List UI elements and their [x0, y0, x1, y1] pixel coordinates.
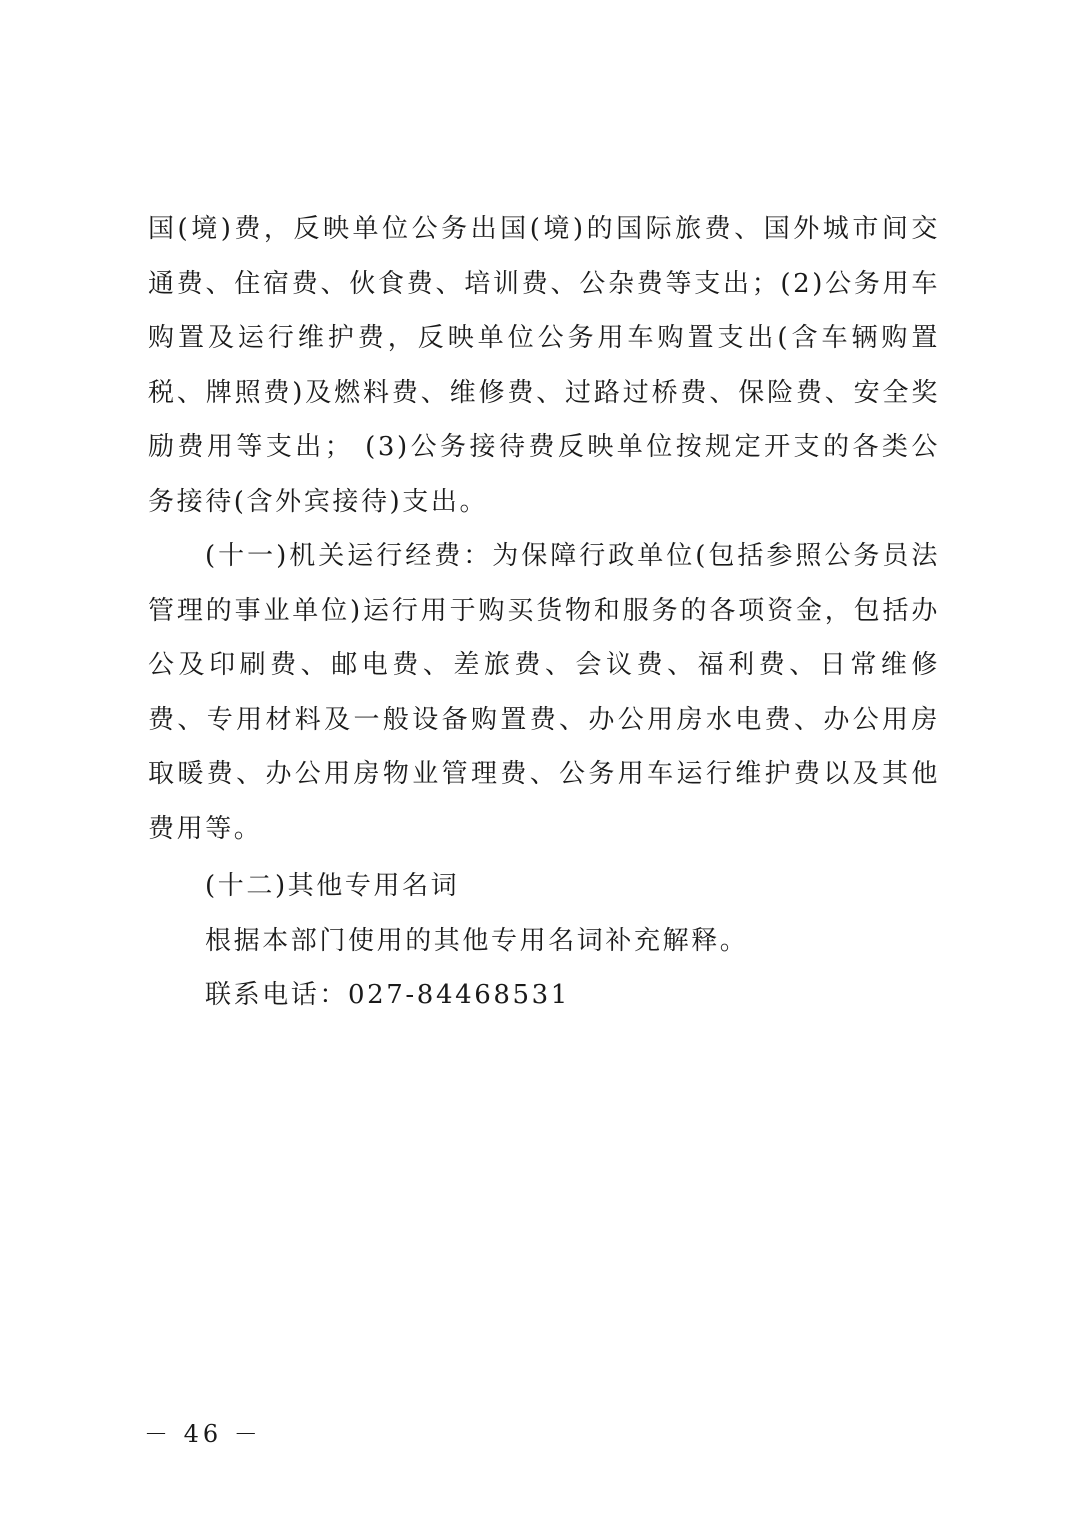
document-body [148, 202, 940, 1023]
page-number: － 46 － [144, 1420, 262, 1448]
paragraph-operating-funds: (十一)机关运行经费：为保障行政单位(包括参照公务员法管理的事业单位)运行用于购买货物和服务的各项资金，包括办公及印刷费、邮电费、差旅费、会议费、福利费、日常维修费、专用材料及一般设备购置费、办公用房水电费、办公用房取暖费、办公用房物业管理费、公务用车运行维护费以及其他费用等。 [148, 541, 940, 844]
paragraph-other-terms: 根据本部门使用的其他专用名词补充解释。 [205, 925, 749, 956]
paragraph-expense-categories: 国(境)费，反映单位公务出国(境)的国际旅费、国外城市间交通费、住宿费、伙食费、培训费、公杂费等支出；(2)公务用车购置及运行维护费，反映单位公务用车购置支出(含车辆购置税、牌照费)及燃料费、维修费、过路过桥费、保险费、安全奖励费用等支出； (3)公务接待费反映单位按规定开支的各类公务接待(含外宾接待)支出。 [148, 214, 940, 517]
section-heading-other-terms: (十二)其他专用名词 [205, 871, 460, 901]
contact-phone: 联系电话：027-84468531 [205, 980, 570, 1010]
